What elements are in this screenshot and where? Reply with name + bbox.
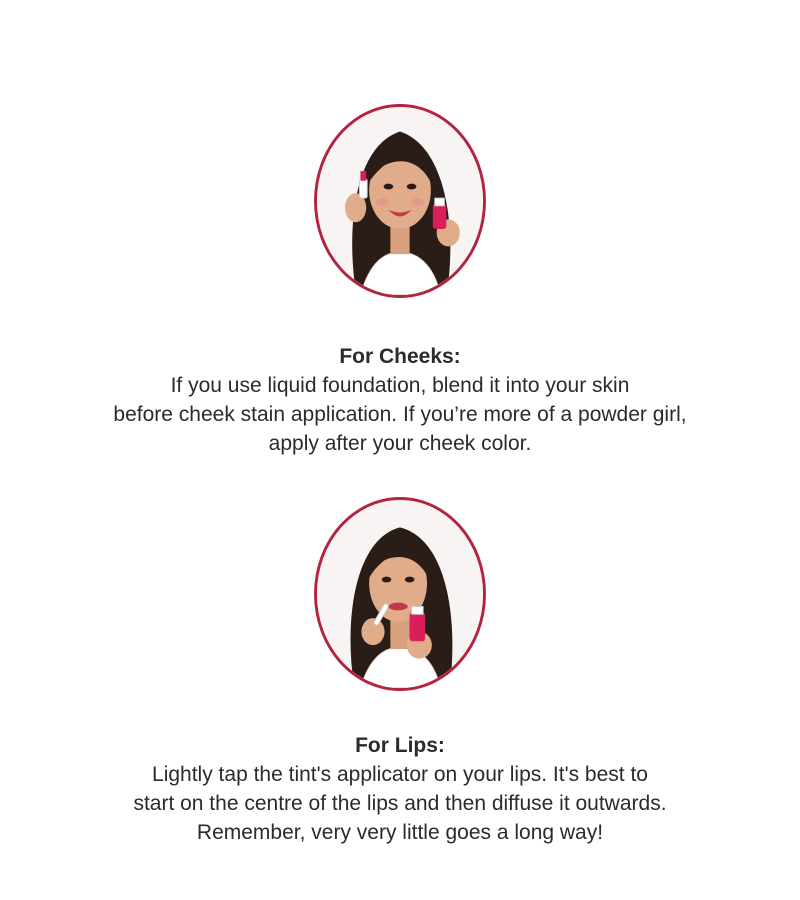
cheeks-heading: For Cheeks: bbox=[339, 345, 461, 368]
lips-text-block bbox=[0, 731, 800, 847]
lips-portrait-image bbox=[314, 497, 486, 691]
cheeks-body-line: before cheek stain application. If you’re more of a powder girl, bbox=[113, 403, 687, 426]
cheeks-portrait-image bbox=[314, 104, 486, 298]
woman-applying-cheek-stain-illustration bbox=[317, 107, 483, 295]
cheeks-body-line: apply after your cheek color. bbox=[268, 432, 532, 455]
cheeks-text-block bbox=[0, 342, 800, 458]
cheeks-body-line: If you use liquid foundation, blend it into your skin bbox=[170, 374, 630, 397]
lips-heading: For Lips: bbox=[355, 734, 445, 757]
lips-body-line: Lightly tap the tint's applicator on your lips. It's best to bbox=[152, 763, 648, 786]
lips-body-line: Remember, very very little goes a long way! bbox=[196, 821, 604, 844]
woman-applying-lip-tint-illustration bbox=[317, 500, 483, 688]
lips-body-line: start on the centre of the lips and then diffuse it outwards. bbox=[133, 792, 667, 815]
